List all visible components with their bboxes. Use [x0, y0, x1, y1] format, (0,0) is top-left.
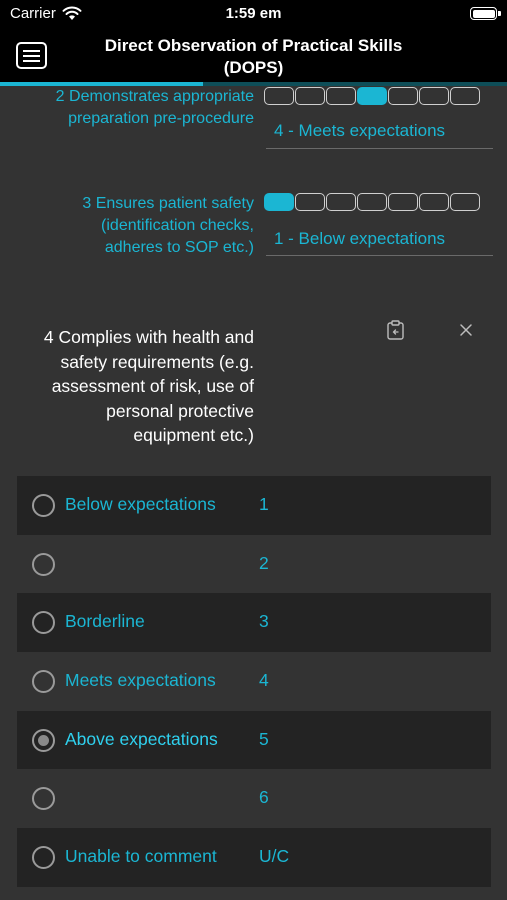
option-row[interactable] [17, 593, 491, 652]
question-3-line: 3 Ensures patient safety [82, 195, 254, 212]
page-title [70, 35, 437, 79]
rating-segment[interactable] [388, 87, 418, 105]
option-row[interactable] [17, 652, 491, 711]
radio-icon[interactable] [32, 553, 55, 576]
option-label: Above expectations [65, 728, 218, 749]
question-3-selected-value[interactable]: 1 - Below expectations [274, 229, 446, 248]
question-3-line: (identification checks, [101, 217, 254, 234]
question-4-line: equipment etc.) [133, 425, 254, 445]
option-value: 3 [259, 611, 269, 632]
option-value: 5 [259, 728, 269, 749]
option-value: 4 [259, 670, 269, 691]
rating-segment[interactable] [357, 87, 387, 105]
question-4-line: personal protective [106, 400, 254, 421]
option-label: Borderline [65, 611, 145, 632]
rating-segment[interactable] [450, 193, 480, 211]
option-value: U/C [259, 846, 290, 867]
option-row[interactable] [17, 535, 491, 594]
question-2-line: preparation pre-procedure [68, 110, 254, 127]
rating-segment[interactable] [388, 193, 418, 211]
rating-segment[interactable] [295, 87, 325, 105]
battery-icon [470, 7, 497, 20]
rating-segment[interactable] [419, 193, 449, 211]
rating-segment[interactable] [264, 193, 294, 211]
menu-icon[interactable] [16, 42, 47, 69]
status-bar [0, 0, 507, 28]
page-title-line2: (DOPS) [223, 58, 284, 77]
rating-segment[interactable] [357, 193, 387, 211]
page-title-line1: Direct Observation of Practical Skills [104, 36, 403, 55]
rating-segment[interactable] [295, 193, 325, 211]
question-4-line: assessment of risk, use of [51, 376, 254, 396]
radio-icon[interactable] [32, 670, 55, 693]
option-row[interactable] [17, 769, 491, 828]
rating-segment[interactable] [419, 87, 449, 105]
radio-icon[interactable] [32, 494, 55, 517]
question-2-underline [266, 148, 493, 149]
radio-icon[interactable] [32, 729, 55, 752]
rating-segment[interactable] [326, 193, 356, 211]
option-row[interactable] [17, 476, 491, 535]
question-4-line: safety requirements (e.g. [60, 351, 254, 372]
clipboard-icon[interactable] [387, 320, 404, 340]
status-time: 1:59 em [225, 5, 282, 22]
question-2-selected-value[interactable]: 4 - Meets expectations [274, 121, 446, 140]
question-2-rating-scale[interactable] [264, 87, 480, 105]
radio-icon[interactable] [32, 611, 55, 634]
close-icon[interactable] [458, 322, 474, 338]
option-value: 6 [259, 787, 269, 808]
question-2-line: 2 Demonstrates appropriate [55, 88, 254, 105]
carrier-label: Carrier [10, 5, 56, 22]
nav-bar [0, 28, 507, 82]
radio-icon[interactable] [32, 787, 55, 810]
question-3-line: adheres to SOP etc.) [104, 239, 254, 256]
question-3-underline [266, 255, 493, 256]
question-3-rating-scale[interactable] [264, 193, 480, 211]
battery-tip [498, 11, 501, 16]
question-3-text [10, 193, 254, 259]
option-label: Below expectations [65, 494, 216, 514]
option-value: 1 [259, 494, 269, 514]
question-4-text [16, 325, 254, 448]
option-row[interactable] [17, 711, 491, 770]
rating-segment[interactable] [450, 87, 480, 105]
options-list [17, 476, 491, 887]
option-label: Unable to comment [65, 846, 217, 867]
radio-icon[interactable] [32, 846, 55, 869]
rating-segment[interactable] [326, 87, 356, 105]
option-row[interactable] [17, 828, 491, 887]
rating-segment[interactable] [264, 87, 294, 105]
option-label: Meets expectations [65, 670, 216, 691]
option-value: 2 [259, 552, 269, 573]
question-2-text [10, 86, 254, 130]
question-4-line: 4 Complies with health and [43, 327, 254, 347]
